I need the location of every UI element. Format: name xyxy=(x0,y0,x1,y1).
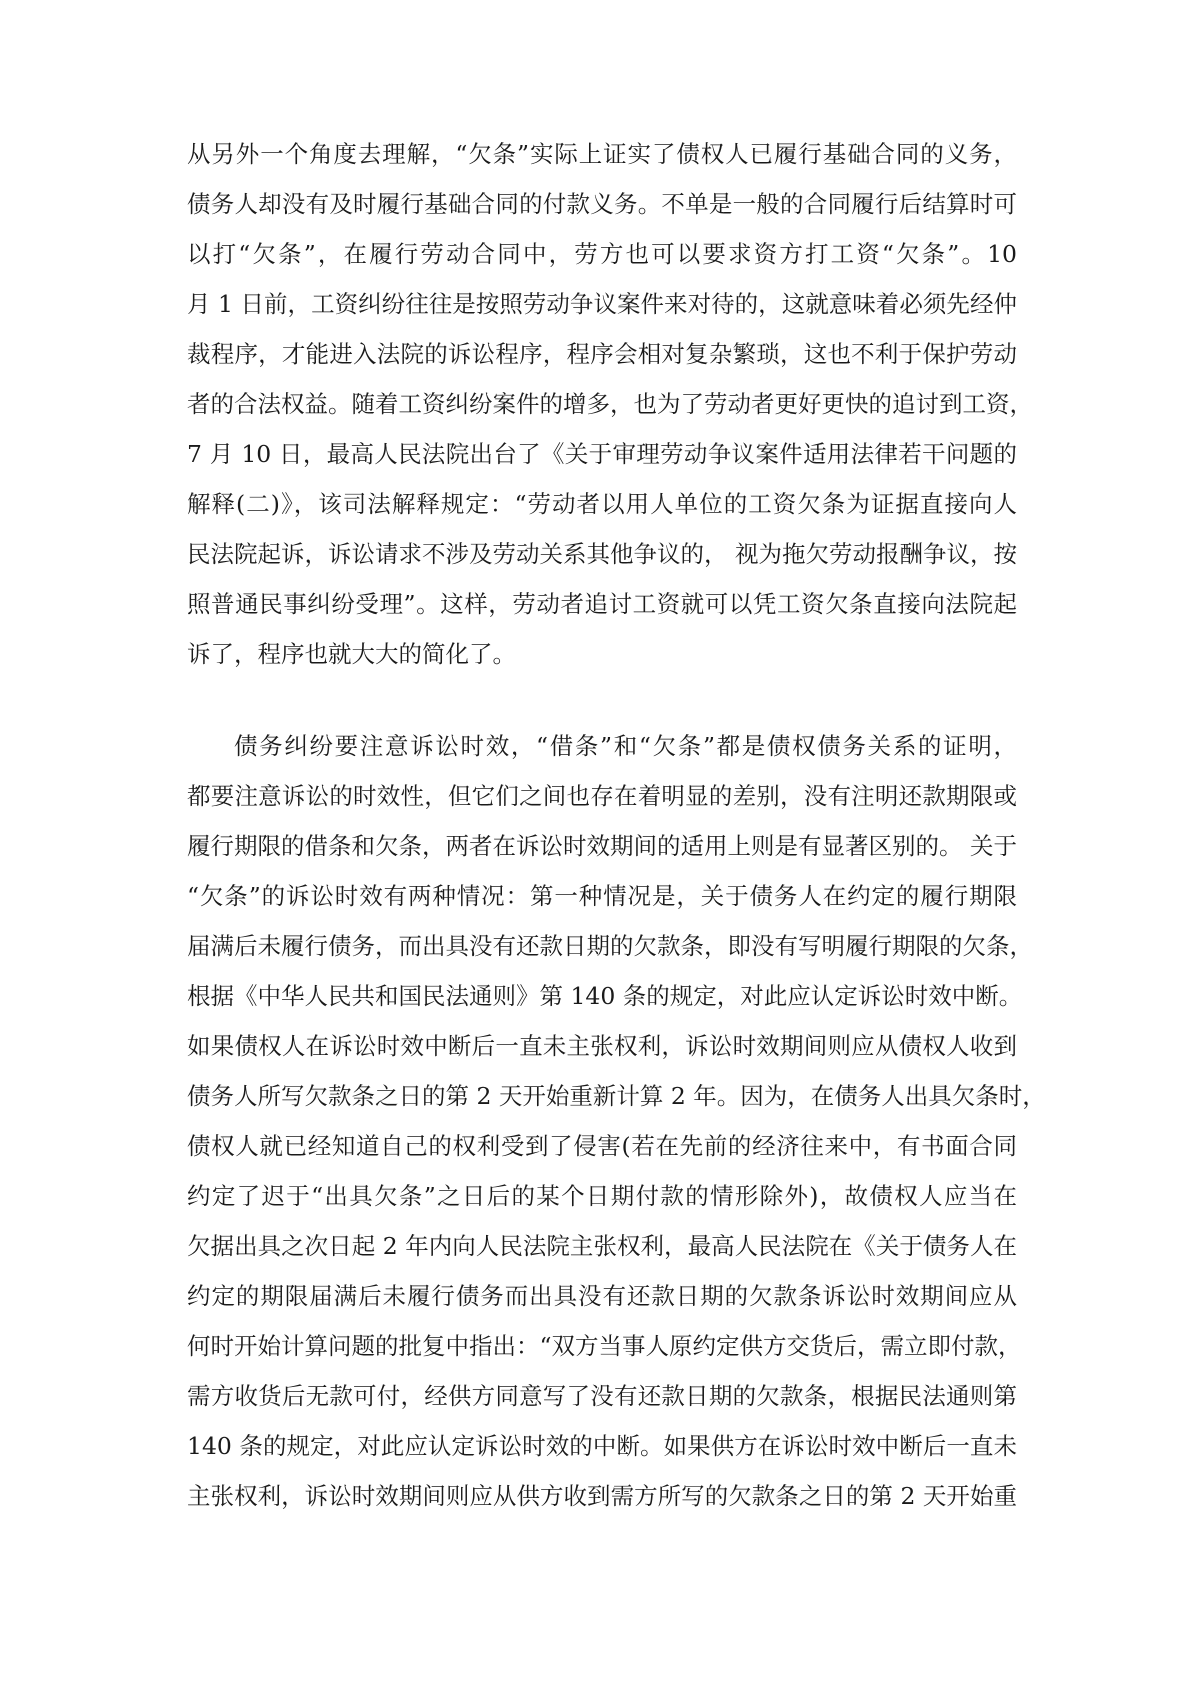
paragraph-line: 主张权利，诉讼时效期间则应从供方收到需方所写的欠款条之日的第 2 天开始重 xyxy=(187,1482,1017,1510)
paragraph-line: 解释(二)》，该司法解释规定：“劳动者以用人单位的工资欠条为证据直接向人 xyxy=(187,490,1017,518)
paragraph-line: 债务纠纷要注意诉讼时效，“借条”和“欠条”都是债权债务关系的证明， xyxy=(234,732,1017,760)
paragraph-line: 7 月 10 日，最高人民法院出台了《关于审理劳动争议案件适用法律若干问题的 xyxy=(187,440,1017,468)
paragraph-line: 如果债权人在诉讼时效中断后一直未主张权利，诉讼时效期间则应从债权人收到 xyxy=(187,1032,1017,1060)
paragraph-2 xyxy=(187,721,1046,1521)
paragraph-line: 照普通民事纠纷受理”。这样，劳动者追讨工资就可以凭工资欠条直接向法院起 xyxy=(187,590,1017,618)
paragraph-line: 约定了迟于“出具欠条”之日后的某个日期付款的情形除外)，故债权人应当在 xyxy=(187,1182,1017,1210)
paragraph-line: 何时开始计算问题的批复中指出：“双方当事人原约定供方交货后，需立即付款， xyxy=(187,1332,1022,1360)
paragraph-line: 根据《中华人民共和国民法通则》第 140 条的规定，对此应认定诉讼时效中断。 xyxy=(187,982,1023,1010)
paragraph-line: 届满后未履行债务，而出具没有还款日期的欠款条，即没有写明履行期限的欠条， xyxy=(187,932,1033,960)
paragraph-line: 裁程序，才能进入法院的诉讼程序，程序会相对复杂繁琐，这也不利于保护劳动 xyxy=(187,340,1017,368)
paragraph-line: 债务人却没有及时履行基础合同的付款义务。不单是一般的合同履行后结算时可 xyxy=(187,190,1017,218)
paragraph-line: 需方收货后无款可付，经供方同意写了没有还款日期的欠款条，根据民法通则第 xyxy=(187,1382,1017,1410)
paragraph-line: 诉了，程序也就大大的简化了。 xyxy=(187,640,516,668)
paragraph-line: 欠据出具之次日起 2 年内向人民法院主张权利，最高人民法院在《关于债务人在 xyxy=(187,1232,1017,1260)
paragraph-line: 约定的期限届满后未履行债务而出具没有还款日期的欠款条诉讼时效期间应从 xyxy=(187,1282,1017,1310)
paragraph-line: 以打“欠条”，在履行劳动合同中，劳方也可以要求资方打工资“欠条”。10 xyxy=(187,240,1017,268)
paragraph-line: 从另外一个角度去理解，“欠条”实际上证实了债权人已履行基础合同的义务， xyxy=(187,140,1017,168)
paragraph-1 xyxy=(187,129,1033,679)
paragraph-line: 都要注意诉讼的时效性，但它们之间也存在着明显的差别，没有注明还款期限或 xyxy=(187,782,1017,810)
paragraph-line: 140 条的规定，对此应认定诉讼时效的中断。如果供方在诉讼时效中断后一直未 xyxy=(187,1432,1017,1460)
paragraph-line: 者的合法权益。随着工资纠纷案件的增多，也为了劳动者更好更快的追讨到工资， xyxy=(187,390,1033,418)
paragraph-line: 月 1 日前，工资纠纷往往是按照劳动争议案件来对待的，这就意味着必须先经仲 xyxy=(187,290,1017,318)
paragraph-line: “欠条”的诉讼时效有两种情况：第一种情况是，关于债务人在约定的履行期限 xyxy=(187,882,1017,910)
paragraph-line: 民法院起诉，诉讼请求不涉及劳动关系其他争议的， 视为拖欠劳动报酬争议，按 xyxy=(187,540,1017,568)
paragraph-line: 债务人所写欠款条之日的第 2 天开始重新计算 2 年。因为，在债务人出具欠条时， xyxy=(187,1082,1046,1110)
paragraph-line: 履行期限的借条和欠条，两者在诉讼时效期间的适用上则是有显著区别的。 关于 xyxy=(187,832,1017,860)
paragraph-line: 债权人就已经知道自己的权利受到了侵害(若在先前的经济往来中，有书面合同 xyxy=(187,1132,1017,1160)
